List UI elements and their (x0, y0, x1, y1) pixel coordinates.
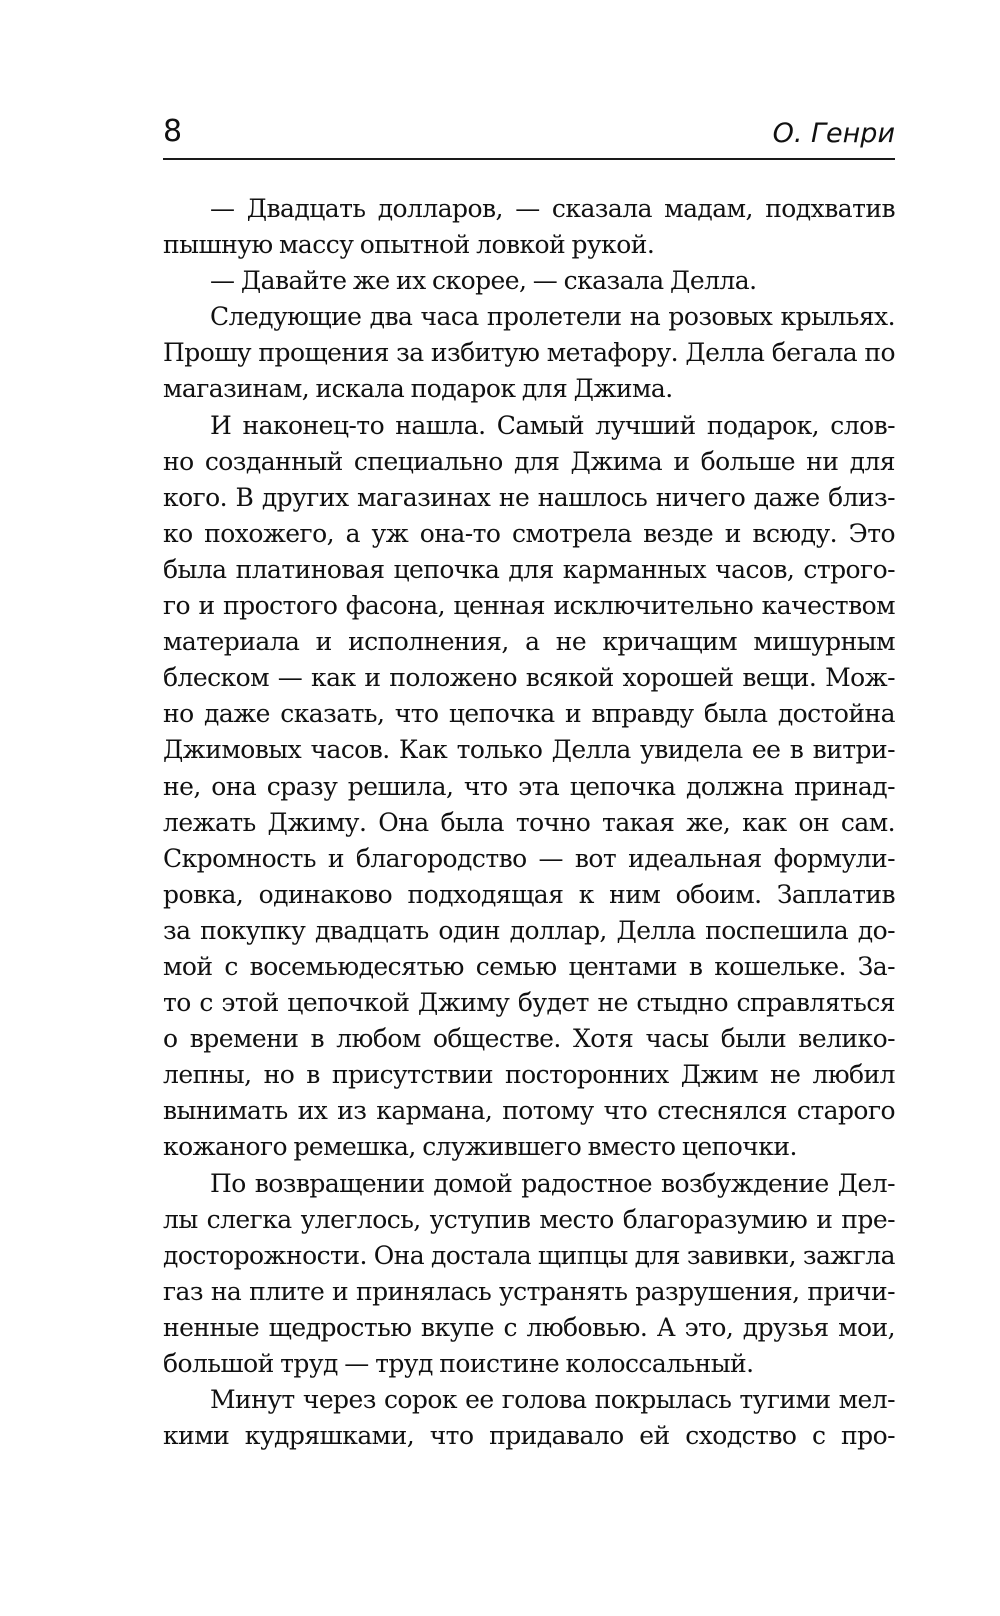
text-line: — Двадцать долларов, — сказала мадам, подхватив (210, 194, 895, 223)
book-page (163, 112, 895, 1454)
text-line: но созданный специально для Джима и больше ни для (163, 446, 895, 476)
text-line: По возвращении домой радостное возбуждение Дел- (210, 1168, 895, 1198)
text-line: большой труд — труд поистине колоссальный. (163, 1349, 754, 1378)
page-number: 8 (163, 114, 183, 149)
text-line: вынимать их из кармана, потому что стеснялся старого (163, 1096, 895, 1126)
text-line: не, она сразу решила, что эта цепочка должна принад- (163, 771, 895, 801)
text-line: за покупку двадцать один доллар, Делла поспешила до- (163, 915, 895, 945)
text-line: материала и исполнения, а не кричащим мишурным (163, 627, 895, 657)
paragraph (163, 408, 895, 1166)
text-line: ко похожего, а уж она-то смотрела везде и всюду. Это (163, 518, 895, 548)
paragraph (163, 191, 895, 263)
text-line: И наконец-то нашла. Самый лучший подарок, слов- (210, 410, 895, 440)
text-line: кого. В других магазинах не нашлось ничего даже близ- (163, 482, 895, 512)
text-line: лепны, но в присутствии посторонних Джим не любил (163, 1060, 895, 1090)
text-line: но даже сказать, что цепочка и вправду была достойна (163, 699, 895, 729)
paragraph (163, 299, 895, 407)
text-line: — Давайте же их скорее, — сказала Делла. (210, 266, 757, 296)
text-line: Прошу прощения за избитую метафору. Делла бегала по (163, 338, 895, 368)
text-line: то с этой цепочкой Джиму будет не стыдно справляться (163, 988, 895, 1018)
paragraph (163, 1166, 895, 1383)
text-line: блеском — как и положено всякой хорошей вещи. Мож- (163, 663, 895, 693)
text-line: лежать Джиму. Она была точно такая же, как он сам. (163, 807, 895, 837)
text-line: го и простого фасона, ценная исключительно качеством (163, 591, 895, 621)
text-line: Скромность и благородство — вот идеальная формули- (163, 843, 895, 873)
text-line: кими кудряшками, что придавало ей сходство с про- (163, 1421, 895, 1451)
text-line: пышную массу опытной ловкой рукой. (163, 230, 655, 260)
text-line: магазинам, искала подарок для Джима. (163, 374, 673, 404)
text-line: мой с восемьюдесятью семью центами в кошельке. За- (163, 951, 895, 981)
text-line: Следующие два часа пролетели на розовых крыльях. (210, 302, 895, 332)
text-line: досторожности. Она достала щипцы для завивки, зажгла (163, 1240, 895, 1270)
text-line: ненные щедростью вкупе с любовью. А это, друзья мои, (163, 1312, 895, 1342)
text-line: была платиновая цепочка для карманных часов, строго- (163, 554, 895, 584)
paragraph (163, 1382, 895, 1454)
running-header (163, 112, 895, 160)
text-line: ровка, одинаково подходящая к ним обоим. Заплатив (163, 879, 895, 909)
body-text (163, 191, 895, 1454)
text-line: о времени в любом обществе. Хотя часы были велико- (163, 1024, 895, 1054)
author-name: О. Генри (772, 118, 895, 149)
text-line: кожаного ремешка, служившего вместо цепочки. (163, 1132, 797, 1162)
paragraph (163, 263, 895, 299)
text-line: Минут через сорок ее голова покрылась тугими мел- (210, 1385, 895, 1415)
text-line: газ на плите и принялась устранять разрушения, причи- (163, 1276, 895, 1306)
text-line: лы слегка улеглось, уступив место благоразумию и пре- (163, 1204, 895, 1234)
text-line: Джимовых часов. Как только Делла увидела ее в витри- (163, 735, 895, 765)
